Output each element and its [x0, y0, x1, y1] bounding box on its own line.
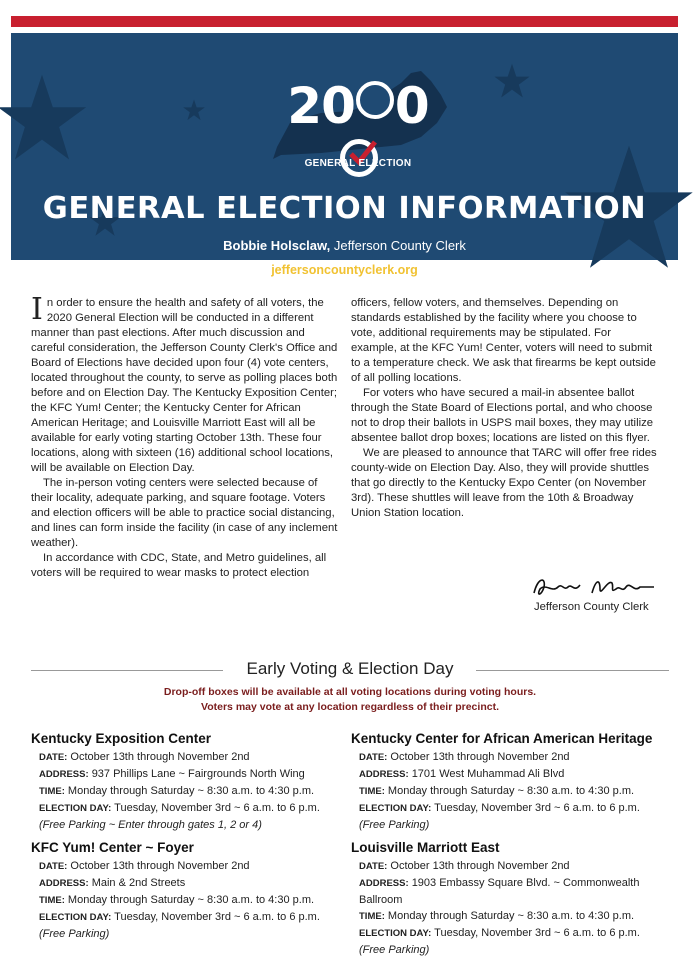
- letter-right-column: [351, 296, 659, 521]
- location-time: TIME: Monday through Saturday ~ 8:30 a.m. to 4:30 p.m.: [359, 785, 635, 797]
- location-card: [351, 840, 671, 958]
- section-title: Early Voting & Election Day: [246, 659, 454, 678]
- location-note: (Free Parking): [359, 944, 430, 956]
- page-title: GENERAL ELECTION INFORMATION: [42, 191, 647, 226]
- location-address: ADDRESS: 937 Phillips Lane ~ Fairgrounds North Wing: [39, 768, 305, 780]
- clerk-byline: [11, 238, 678, 253]
- location-card: [31, 731, 341, 833]
- letter-paragraph: The in-person voting centers were selected because of their locality, adequate parking, and square footage. Voters and election officers will be able to practice social distancing, and lines can form inside the facility (in case of any inclement weather).: [31, 477, 338, 549]
- location-election-day: ELECTION DAY: Tuesday, November 3rd ~ 6 a.m. to 6 p.m.: [39, 911, 320, 923]
- location-name: Kentucky Exposition Center: [31, 731, 212, 746]
- location-time: TIME: Monday through Saturday ~ 8:30 a.m. to 4:30 p.m.: [359, 910, 635, 922]
- letter-paragraph: In order to ensure the health and safety of all voters, the 2020 General Election will be conducted in a different manner than past elections. After much discussion and careful consideration, the Jefferson County Clerk's Office and Board of Elections have decided upon four (4) vote centers, located throughout the county, to serve as polling places both before and on Election Day. The Kentucky Exposition Center; the KFC Yum! Center; the Kentucky Center for African American Heritage; and Louisville Marriott East will all be available for early voting starting October 13th. These four locations, along with sixteen (16) additional school locations, will be available on Election Day.: [31, 292, 338, 474]
- location-election-day: ELECTION DAY: Tuesday, November 3rd ~ 6 a.m. to 6 p.m.: [39, 802, 320, 814]
- location-name: KFC Yum! Center ~ Foyer: [31, 840, 194, 855]
- top-red-bar: [11, 16, 678, 27]
- location-date: DATE: October 13th through November 2nd: [359, 751, 570, 763]
- letter-left-column: [31, 292, 339, 581]
- location-card: [351, 731, 671, 833]
- notice-line: Voters may vote at any location regardless of their precinct.: [201, 701, 499, 713]
- clerk-name: Bobbie Holsclaw,: [223, 238, 331, 253]
- header-banner: [11, 33, 678, 277]
- location-card: [31, 840, 341, 942]
- location-note: (Free Parking ~ Enter through gates 1, 2 or 4): [39, 819, 262, 831]
- location-name: Louisville Marriott East: [351, 840, 500, 855]
- star-icon: [494, 63, 530, 99]
- drop-cap: I: [31, 292, 43, 327]
- letter-paragraph: officers, fellow voters, and themselves. Depending on standards established by the facility where you choose to vote, additional requirements may be stipulated. For example, at the KFC Yum! Center, voters will need to submit to a temperature check. We ask that firearms be kept outside of all polling locations.: [351, 297, 656, 384]
- location-time: TIME: Monday through Saturday ~ 8:30 a.m. to 4:30 p.m.: [39, 894, 315, 906]
- star-icon: [183, 99, 205, 121]
- clerk-title: Jefferson County Clerk: [333, 238, 466, 253]
- location-date: DATE: October 13th through November 2nd: [39, 860, 250, 872]
- location-date: DATE: October 13th through November 2nd: [359, 860, 570, 872]
- location-note: (Free Parking): [359, 819, 430, 831]
- letter-paragraph: For voters who have secured a mail-in absentee ballot through the State Board of Elections portal, and who choose not to drop their ballots in USPS mail boxes, they may utilize absentee ballot drop boxes; locations are listed on this flyer.: [351, 387, 654, 444]
- notice-line: Drop-off boxes will be available at all voting locations during voting hours.: [163, 686, 537, 698]
- location-address: ADDRESS: Main & 2nd Streets: [39, 877, 186, 889]
- location-election-day: ELECTION DAY: Tuesday, November 3rd ~ 6 a.m. to 6 p.m.: [359, 927, 640, 939]
- location-name: Kentucky Center for African American Heritage: [351, 731, 653, 746]
- location-time: TIME: Monday through Saturday ~ 8:30 a.m. to 4:30 p.m.: [39, 785, 315, 797]
- location-note: (Free Parking): [39, 928, 110, 940]
- signature-image: [530, 573, 660, 603]
- logo-subtitle: GENERAL ELECTION: [304, 158, 412, 169]
- star-icon: [0, 73, 87, 163]
- kentucky-seal-icon: [356, 81, 394, 119]
- letter-paragraph: We are pleased to announce that TARC will offer free rides county-wide on Election Day. Also, they will provide shuttles that go directly to the Kentucky Expo Center (on November 3rd). These shuttles will leave from the 10th & Broadway Union Station location.: [351, 447, 657, 519]
- location-address: ADDRESS: 1903 Embassy Square Blvd. ~ Commonwealth Ballroom: [359, 877, 640, 906]
- website-link[interactable]: jeffersoncountyclerk.org: [271, 263, 418, 277]
- letter-paragraph: In accordance with CDC, State, and Metro guidelines, all voters will be required to wear masks to protect election: [31, 552, 327, 579]
- logo-2020: 20 0: [273, 77, 443, 193]
- location-address: ADDRESS: 1701 West Muhammad Ali Blvd: [359, 768, 565, 780]
- location-election-day: ELECTION DAY: Tuesday, November 3rd ~ 6 a.m. to 6 p.m.: [359, 802, 640, 814]
- location-date: DATE: October 13th through November 2nd: [39, 751, 250, 763]
- signature-title: Jefferson County Clerk: [534, 601, 649, 613]
